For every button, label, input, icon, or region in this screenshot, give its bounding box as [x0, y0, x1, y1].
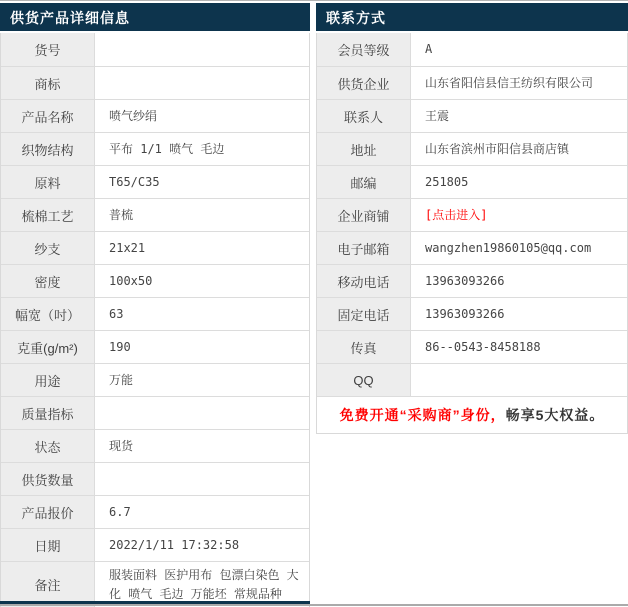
- product-info-table: [0, 3, 310, 607]
- table-row: [317, 66, 627, 99]
- promo-link[interactable]: 免费开通“采购商”身份，: [339, 407, 506, 423]
- row-label: 货号: [1, 33, 95, 66]
- contact-rows: [317, 33, 627, 396]
- row-label: 联系人: [317, 100, 411, 132]
- row-label: 克重(g/m²): [1, 331, 95, 363]
- row-value: 现货: [109, 438, 134, 453]
- table-row: [317, 132, 627, 165]
- table-row: [1, 66, 309, 99]
- row-value: 21x21: [109, 240, 146, 255]
- row-label: 地址: [317, 133, 411, 165]
- row-value: 平布 1/1 喷气 毛边: [109, 141, 225, 156]
- row-value: 13963093266: [425, 273, 505, 288]
- row-label: 产品名称: [1, 100, 95, 132]
- row-label: 用途: [1, 364, 95, 396]
- table-row: [317, 165, 627, 198]
- table-row: [1, 132, 309, 165]
- table-row: [317, 231, 627, 264]
- row-value: 喷气纱绢: [109, 108, 158, 123]
- row-label: 日期: [1, 529, 95, 561]
- row-label: 供货数量: [1, 463, 95, 495]
- table-row: [1, 330, 309, 363]
- row-value: 山东省滨州市阳信县商店镇: [425, 141, 570, 156]
- table-row: [1, 264, 309, 297]
- table-row: [1, 495, 309, 528]
- table-row: [317, 33, 627, 66]
- table-row: [317, 198, 627, 231]
- row-label: 移动电话: [317, 265, 411, 297]
- promo-text: 畅享5大权益。: [505, 407, 605, 423]
- row-value: [411, 364, 627, 396]
- table-row: [317, 363, 627, 396]
- row-label: 商标: [1, 67, 95, 99]
- row-value: 6.7: [109, 504, 131, 519]
- row-label: 产品报价: [1, 496, 95, 528]
- buyer-promo-banner: [317, 396, 627, 433]
- row-value: [95, 67, 309, 99]
- row-value: [95, 463, 309, 495]
- row-label: 会员等级: [317, 33, 411, 66]
- product-info-table-body: [0, 33, 310, 607]
- row-label: 企业商铺: [317, 199, 411, 231]
- row-value: 63: [109, 306, 124, 321]
- table-row: [1, 363, 309, 396]
- table-row: [1, 231, 309, 264]
- row-value: 王震: [425, 108, 450, 123]
- product-info-table-title: 供货产品详细信息: [0, 3, 310, 33]
- row-value: 251805: [425, 174, 469, 189]
- row-label: 传真: [317, 331, 411, 363]
- contact-table-title: 联系方式: [316, 3, 628, 33]
- row-label: 电子邮箱: [317, 232, 411, 264]
- contact-table-body: [316, 33, 628, 434]
- row-value: T65/C35: [109, 174, 160, 189]
- table-row: [1, 297, 309, 330]
- row-label: 质量指标: [1, 397, 95, 429]
- table-row: [1, 198, 309, 231]
- row-value: 2022/1/11 17:32:58: [109, 537, 240, 552]
- row-label: 纱支: [1, 232, 95, 264]
- row-value: 100x50: [109, 273, 153, 288]
- row-value: wangzhen19860105@qq.com: [425, 240, 592, 255]
- row-value: 普梳: [109, 207, 134, 222]
- row-label: 织物结构: [1, 133, 95, 165]
- row-value: 山东省阳信县信王纺织有限公司: [425, 75, 594, 90]
- table-row: [1, 165, 309, 198]
- row-value: 万能: [109, 372, 134, 387]
- row-label: 固定电话: [317, 298, 411, 330]
- row-label: 备注: [1, 562, 95, 607]
- row-label: 梳棉工艺: [1, 199, 95, 231]
- table-row: [317, 330, 627, 363]
- row-value: 13963093266: [425, 306, 505, 321]
- row-label: 原料: [1, 166, 95, 198]
- table-row: [1, 528, 309, 561]
- row-value: [411, 199, 627, 231]
- shop-enter-link[interactable]: [点击进入]: [425, 207, 488, 222]
- table-row: [1, 99, 309, 132]
- table-row: [317, 264, 627, 297]
- row-label: 状态: [1, 430, 95, 462]
- row-value: 86--0543-8458188: [425, 339, 541, 354]
- row-label: 供货企业: [317, 67, 411, 99]
- table-row: [1, 429, 309, 462]
- table-row: [317, 297, 627, 330]
- row-value: 190: [109, 339, 131, 354]
- row-value: [95, 397, 309, 429]
- row-value: [95, 33, 309, 66]
- table-row: [1, 33, 309, 66]
- row-value: A: [425, 42, 433, 57]
- row-label: 密度: [1, 265, 95, 297]
- page-bottom-divider: [0, 604, 628, 606]
- table-row: [1, 396, 309, 429]
- table-row: [1, 462, 309, 495]
- row-label: 邮编: [317, 166, 411, 198]
- row-label: 幅宽（吋）: [1, 298, 95, 330]
- table-row: [317, 99, 627, 132]
- row-value: 服装面料 医护用布 包漂白染色 大化 喷气 毛边 万能坯 常规品种: [109, 568, 299, 601]
- contact-table: [316, 3, 628, 434]
- row-label: QQ: [317, 364, 411, 396]
